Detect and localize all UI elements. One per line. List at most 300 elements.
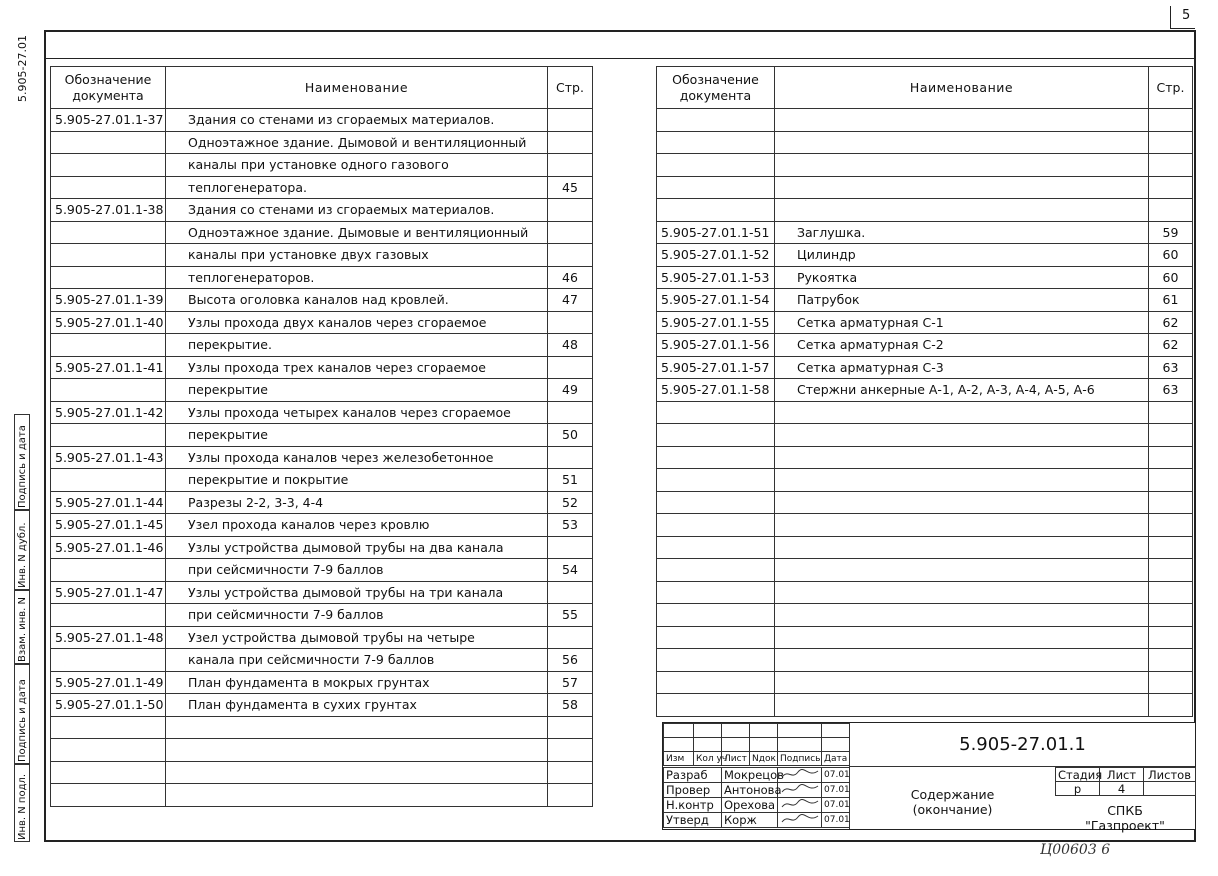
item-name xyxy=(775,671,1149,694)
item-name: Одноэтажное здание. Дымовые и вентиляционный xyxy=(166,221,548,244)
table-row xyxy=(51,266,593,289)
page-number: 57 xyxy=(548,671,593,694)
table-row xyxy=(51,401,593,424)
doc-designation xyxy=(51,131,166,154)
item-name: каналы при установке двух газовых xyxy=(166,244,548,267)
page-number: 55 xyxy=(548,604,593,627)
item-name: теплогенераторов. xyxy=(166,266,548,289)
table-row xyxy=(51,311,593,334)
doc-designation: 5.905-27.01.1-56 xyxy=(657,334,775,357)
item-name: Узлы прохода двух каналов через сгораемое xyxy=(166,311,548,334)
doc-designation xyxy=(51,424,166,447)
revision-cell xyxy=(750,724,778,738)
side-label-box xyxy=(14,590,30,664)
sign-date: 07.01 xyxy=(822,783,850,798)
page-number xyxy=(548,356,593,379)
role-label: Утверд xyxy=(664,813,722,828)
doc-designation: 5.905-27.01.1-41 xyxy=(51,356,166,379)
doc-designation: 5.905-27.01.1-46 xyxy=(51,536,166,559)
doc-designation xyxy=(657,424,775,447)
table-row xyxy=(51,244,593,267)
table-row xyxy=(657,626,1193,649)
table-row xyxy=(51,536,593,559)
table-header-row xyxy=(657,67,1193,109)
table-row xyxy=(51,221,593,244)
item-name: Узлы прохода четырех каналов через сгораемое xyxy=(166,401,548,424)
table-row xyxy=(51,671,593,694)
revision-cell xyxy=(722,724,750,738)
item-name xyxy=(166,716,548,739)
header-name: Наименование xyxy=(166,67,548,109)
table-row xyxy=(657,491,1193,514)
header-page: Стр. xyxy=(548,67,593,109)
table-row xyxy=(51,491,593,514)
sheet-info-grid xyxy=(1055,767,1196,796)
sign-date: 07.01 xyxy=(822,768,850,783)
table-row xyxy=(51,626,593,649)
doc-designation: 5.905-27.01.1-50 xyxy=(51,694,166,717)
doc-designation: 5.905-27.01.1-55 xyxy=(657,311,775,334)
table-row xyxy=(51,131,593,154)
item-name xyxy=(775,446,1149,469)
page-number: 59 xyxy=(1149,221,1193,244)
doc-designation xyxy=(51,244,166,267)
table-row xyxy=(51,446,593,469)
side-label: Инв. N дубл. xyxy=(17,522,28,588)
stamp-document-code: 5.905-27.01.1 xyxy=(849,723,1195,767)
table-row xyxy=(657,109,1193,132)
table-row xyxy=(51,109,593,132)
page-number: 60 xyxy=(1149,266,1193,289)
page-number xyxy=(1149,671,1193,694)
person-name: Орехова xyxy=(722,798,778,813)
item-name xyxy=(775,626,1149,649)
approval-row xyxy=(664,813,850,828)
contents-table-left xyxy=(50,66,593,807)
table-row xyxy=(657,379,1193,402)
item-name: Разрезы 2-2, 3-3, 4-4 xyxy=(166,491,548,514)
organization-cell xyxy=(1055,797,1195,833)
organization-name: СПКБ xyxy=(1107,803,1143,818)
item-name: Сетка арматурная С-1 xyxy=(775,311,1149,334)
doc-designation: 5.905-27.01.1-54 xyxy=(657,289,775,312)
doc-designation xyxy=(657,154,775,177)
page-number: 48 xyxy=(548,334,593,357)
page-number xyxy=(1149,694,1193,717)
page-number xyxy=(1149,626,1193,649)
stage-value: р xyxy=(1056,782,1100,796)
doc-designation xyxy=(657,559,775,582)
item-name: при сейсмичности 7-9 баллов xyxy=(166,604,548,627)
table-row xyxy=(51,199,593,222)
revision-grid xyxy=(663,723,850,766)
item-name: перекрытие xyxy=(166,379,548,402)
item-name xyxy=(775,176,1149,199)
doc-designation xyxy=(51,266,166,289)
item-name xyxy=(775,131,1149,154)
page-number xyxy=(1149,514,1193,537)
table-row xyxy=(51,716,593,739)
doc-designation: 5.905-27.01.1-38 xyxy=(51,199,166,222)
doc-designation xyxy=(51,716,166,739)
page-number: 58 xyxy=(548,694,593,717)
doc-designation xyxy=(657,131,775,154)
doc-designation: 5.905-27.01.1-52 xyxy=(657,244,775,267)
doc-designation: 5.905-27.01.1-49 xyxy=(51,671,166,694)
page-number xyxy=(1149,154,1193,177)
page-number: 45 xyxy=(548,176,593,199)
doc-designation xyxy=(51,221,166,244)
doc-designation: 5.905-27.01.1-48 xyxy=(51,626,166,649)
page-number: 63 xyxy=(1149,356,1193,379)
doc-designation xyxy=(51,334,166,357)
table-row xyxy=(51,469,593,492)
item-name: План фундамента в сухих грунтах xyxy=(166,694,548,717)
page-number: 63 xyxy=(1149,379,1193,402)
table-row xyxy=(657,401,1193,424)
sheets-label: Листов xyxy=(1144,768,1196,782)
role-label: Разраб xyxy=(664,768,722,783)
page-number xyxy=(1149,446,1193,469)
item-name xyxy=(775,401,1149,424)
table-row xyxy=(51,334,593,357)
header-doc-designation: Обозначение документа xyxy=(51,67,166,109)
table-row xyxy=(657,199,1193,222)
doc-designation xyxy=(51,649,166,672)
page-number xyxy=(548,784,593,807)
table-row xyxy=(51,514,593,537)
table-row xyxy=(657,694,1193,717)
table-row xyxy=(657,604,1193,627)
doc-designation xyxy=(657,671,775,694)
person-name: Мокрецов xyxy=(722,768,778,783)
item-name: каналы при установке одного газового xyxy=(166,154,548,177)
item-name: Здания со стенами из сгораемых материалов. xyxy=(166,109,548,132)
doc-designation xyxy=(51,379,166,402)
doc-designation: 5.905-27.01.1-58 xyxy=(657,379,775,402)
side-label: Взам. инв. N xyxy=(17,597,28,662)
revision-header-cell: Изм xyxy=(664,752,694,766)
approval-grid xyxy=(663,767,850,828)
signature-scribble xyxy=(780,768,820,780)
revision-cell xyxy=(778,738,822,752)
page-number xyxy=(1149,581,1193,604)
revision-row xyxy=(664,724,850,738)
revision-header-cell: Лист xyxy=(722,752,750,766)
page-number xyxy=(1149,469,1193,492)
table-row xyxy=(51,379,593,402)
side-label-box xyxy=(14,414,30,510)
doc-designation xyxy=(657,581,775,604)
page-number: 56 xyxy=(548,649,593,672)
organization-subname: "Газпроект" xyxy=(1085,818,1165,833)
page-number xyxy=(548,446,593,469)
revision-cell xyxy=(694,724,722,738)
item-name: Узел устройства дымовой трубы на четыре xyxy=(166,626,548,649)
item-name: Цилиндр xyxy=(775,244,1149,267)
table-row xyxy=(657,244,1193,267)
revision-header-cell: Кол уч xyxy=(694,752,722,766)
page-number xyxy=(548,154,593,177)
person-name: Корж xyxy=(722,813,778,828)
table-row xyxy=(51,694,593,717)
item-name xyxy=(775,424,1149,447)
signature-mark xyxy=(778,768,822,783)
doc-designation xyxy=(657,491,775,514)
table-row xyxy=(51,424,593,447)
page-number xyxy=(1149,559,1193,582)
revision-cell xyxy=(822,738,850,752)
signature-mark xyxy=(778,783,822,798)
signature-scribble xyxy=(780,798,820,810)
side-label-box xyxy=(14,510,30,590)
item-name: теплогенератора. xyxy=(166,176,548,199)
signature-scribble xyxy=(780,783,820,795)
table-row xyxy=(657,581,1193,604)
header-page: Стр. xyxy=(1149,67,1193,109)
role-label: Провер xyxy=(664,783,722,798)
title-block xyxy=(662,722,1196,833)
revision-cell xyxy=(664,724,694,738)
sign-date: 07.01 xyxy=(822,813,850,828)
side-label: Инв. N подл. xyxy=(17,773,28,840)
person-name: Антонова xyxy=(722,783,778,798)
table-row xyxy=(657,266,1193,289)
signature-scribble xyxy=(780,813,820,825)
doc-designation: 5.905-27.01.1-43 xyxy=(51,446,166,469)
signature-mark xyxy=(778,813,822,828)
doc-designation: 5.905-27.01.1-53 xyxy=(657,266,775,289)
table-row xyxy=(657,356,1193,379)
series-code: 5.905-27.01 xyxy=(16,35,29,102)
page-number: 47 xyxy=(548,289,593,312)
item-name xyxy=(775,604,1149,627)
sign-date: 07.01 xyxy=(822,798,850,813)
table-row xyxy=(51,604,593,627)
header-doc-designation: Обозначение документа xyxy=(657,67,775,109)
contents-table-right xyxy=(656,66,1193,717)
page-number xyxy=(548,221,593,244)
item-name: Патрубок xyxy=(775,289,1149,312)
table-row xyxy=(51,784,593,807)
approval-row xyxy=(664,783,850,798)
table-row xyxy=(657,221,1193,244)
item-name: Узлы прохода каналов через железобетонное xyxy=(166,446,548,469)
page-number xyxy=(1149,401,1193,424)
doc-designation: 5.905-27.01.1-44 xyxy=(51,491,166,514)
approval-row xyxy=(664,798,850,813)
table-row xyxy=(657,514,1193,537)
table-row xyxy=(657,536,1193,559)
revision-header-cell: Подпись xyxy=(778,752,822,766)
item-name: Узлы прохода трех каналов через сгораемое xyxy=(166,356,548,379)
doc-designation xyxy=(657,109,775,132)
item-name: при сейсмичности 7-9 баллов xyxy=(166,559,548,582)
item-name: Здания со стенами из сгораемых материалов. xyxy=(166,199,548,222)
doc-designation xyxy=(51,784,166,807)
table-row xyxy=(657,289,1193,312)
revision-cell xyxy=(750,738,778,752)
doc-designation xyxy=(51,154,166,177)
revision-cell xyxy=(664,738,694,752)
revision-header-cell: Nдок xyxy=(750,752,778,766)
item-name xyxy=(166,739,548,762)
revision-header-cell: Дата xyxy=(822,752,850,766)
page-number xyxy=(548,626,593,649)
item-name xyxy=(775,514,1149,537)
side-label-box xyxy=(14,764,30,842)
item-name xyxy=(775,491,1149,514)
table-row xyxy=(51,559,593,582)
doc-designation xyxy=(657,626,775,649)
doc-designation: 5.905-27.01.1-39 xyxy=(51,289,166,312)
doc-designation xyxy=(657,649,775,672)
doc-designation xyxy=(51,559,166,582)
page-number xyxy=(548,199,593,222)
table-row xyxy=(51,581,593,604)
page-number: 62 xyxy=(1149,311,1193,334)
page-number xyxy=(548,401,593,424)
page-number xyxy=(1149,109,1193,132)
table-row xyxy=(51,356,593,379)
item-name: перекрытие и покрытие xyxy=(166,469,548,492)
item-name xyxy=(775,109,1149,132)
page-number xyxy=(548,244,593,267)
page-number xyxy=(548,581,593,604)
table-row xyxy=(657,154,1193,177)
item-name xyxy=(775,694,1149,717)
item-name xyxy=(775,536,1149,559)
page-number xyxy=(1149,491,1193,514)
revision-cell xyxy=(778,724,822,738)
item-name: Сетка арматурная С-2 xyxy=(775,334,1149,357)
doc-designation xyxy=(51,469,166,492)
revision-row xyxy=(664,738,850,752)
doc-designation xyxy=(657,694,775,717)
doc-designation: 5.905-27.01.1-47 xyxy=(51,581,166,604)
item-name: План фундамента в мокрых грунтах xyxy=(166,671,548,694)
page-number xyxy=(548,109,593,132)
page-number: 51 xyxy=(548,469,593,492)
table-row xyxy=(657,559,1193,582)
item-name xyxy=(775,559,1149,582)
stamp-title-cell xyxy=(849,767,1055,829)
role-label: Н.контр xyxy=(664,798,722,813)
doc-designation xyxy=(51,739,166,762)
frame-top-rule xyxy=(44,58,1196,59)
page-number xyxy=(1149,131,1193,154)
table-row xyxy=(657,671,1193,694)
table-row xyxy=(657,649,1193,672)
page-number xyxy=(1149,536,1193,559)
page-number: 53 xyxy=(548,514,593,537)
page-number xyxy=(1149,176,1193,199)
doc-designation: 5.905-27.01.1-45 xyxy=(51,514,166,537)
page-number: 50 xyxy=(548,424,593,447)
sheet-value: 4 xyxy=(1100,782,1144,796)
page-number xyxy=(1149,649,1193,672)
page-number: 52 xyxy=(548,491,593,514)
doc-designation xyxy=(657,401,775,424)
page-number xyxy=(548,739,593,762)
table-row xyxy=(51,761,593,784)
item-name xyxy=(775,581,1149,604)
signature-mark xyxy=(778,798,822,813)
page-number: 61 xyxy=(1149,289,1193,312)
side-label: Подпись и дата xyxy=(17,425,28,508)
item-name: Рукоятка xyxy=(775,266,1149,289)
stamp-title: Содержание xyxy=(910,787,995,802)
doc-designation xyxy=(51,176,166,199)
item-name: Сетка арматурная С-3 xyxy=(775,356,1149,379)
doc-designation xyxy=(657,446,775,469)
doc-designation: 5.905-27.01.1-37 xyxy=(51,109,166,132)
table-row xyxy=(51,176,593,199)
doc-designation xyxy=(657,536,775,559)
table-row xyxy=(657,424,1193,447)
item-name xyxy=(166,761,548,784)
revision-cell xyxy=(722,738,750,752)
doc-designation xyxy=(657,604,775,627)
archive-note: Ц00603 6 xyxy=(1040,842,1111,858)
header-name: Наименование xyxy=(775,67,1149,109)
page-number: 54 xyxy=(548,559,593,582)
table-row xyxy=(657,446,1193,469)
item-name xyxy=(775,649,1149,672)
table-row xyxy=(657,311,1193,334)
item-name: Высота оголовка каналов над кровлей. xyxy=(166,289,548,312)
table-row xyxy=(51,289,593,312)
sheet-label: Лист xyxy=(1100,768,1144,782)
item-name: Одноэтажное здание. Дымовой и вентиляционный xyxy=(166,131,548,154)
table-row xyxy=(657,176,1193,199)
item-name: Узел прохода каналов через кровлю xyxy=(166,514,548,537)
page-number: 62 xyxy=(1149,334,1193,357)
item-name xyxy=(775,469,1149,492)
page-number: 60 xyxy=(1149,244,1193,267)
doc-designation xyxy=(51,604,166,627)
page-number xyxy=(1149,199,1193,222)
page-number xyxy=(548,716,593,739)
item-name: перекрытие. xyxy=(166,334,548,357)
page-number xyxy=(548,131,593,154)
table-row xyxy=(657,469,1193,492)
table-row xyxy=(657,334,1193,357)
doc-designation: 5.905-27.01.1-40 xyxy=(51,311,166,334)
page-number: 49 xyxy=(548,379,593,402)
side-label-box xyxy=(14,664,30,764)
revision-cell xyxy=(822,724,850,738)
page-number xyxy=(548,761,593,784)
stamp-subtitle: (окончание) xyxy=(912,802,993,817)
table-row xyxy=(51,154,593,177)
item-name: Заглушка. xyxy=(775,221,1149,244)
doc-designation: 5.905-27.01.1-42 xyxy=(51,401,166,424)
revision-cell xyxy=(694,738,722,752)
item-name: Узлы устройства дымовой трубы на три канала xyxy=(166,581,548,604)
table-row xyxy=(51,649,593,672)
revision-header-row xyxy=(664,752,850,766)
doc-designation xyxy=(657,469,775,492)
sheets-value xyxy=(1144,782,1196,796)
page-number: 46 xyxy=(548,266,593,289)
page-number xyxy=(548,536,593,559)
table-row xyxy=(51,739,593,762)
table-header-row xyxy=(51,67,593,109)
item-name xyxy=(775,154,1149,177)
page-number xyxy=(548,311,593,334)
doc-designation: 5.905-27.01.1-57 xyxy=(657,356,775,379)
